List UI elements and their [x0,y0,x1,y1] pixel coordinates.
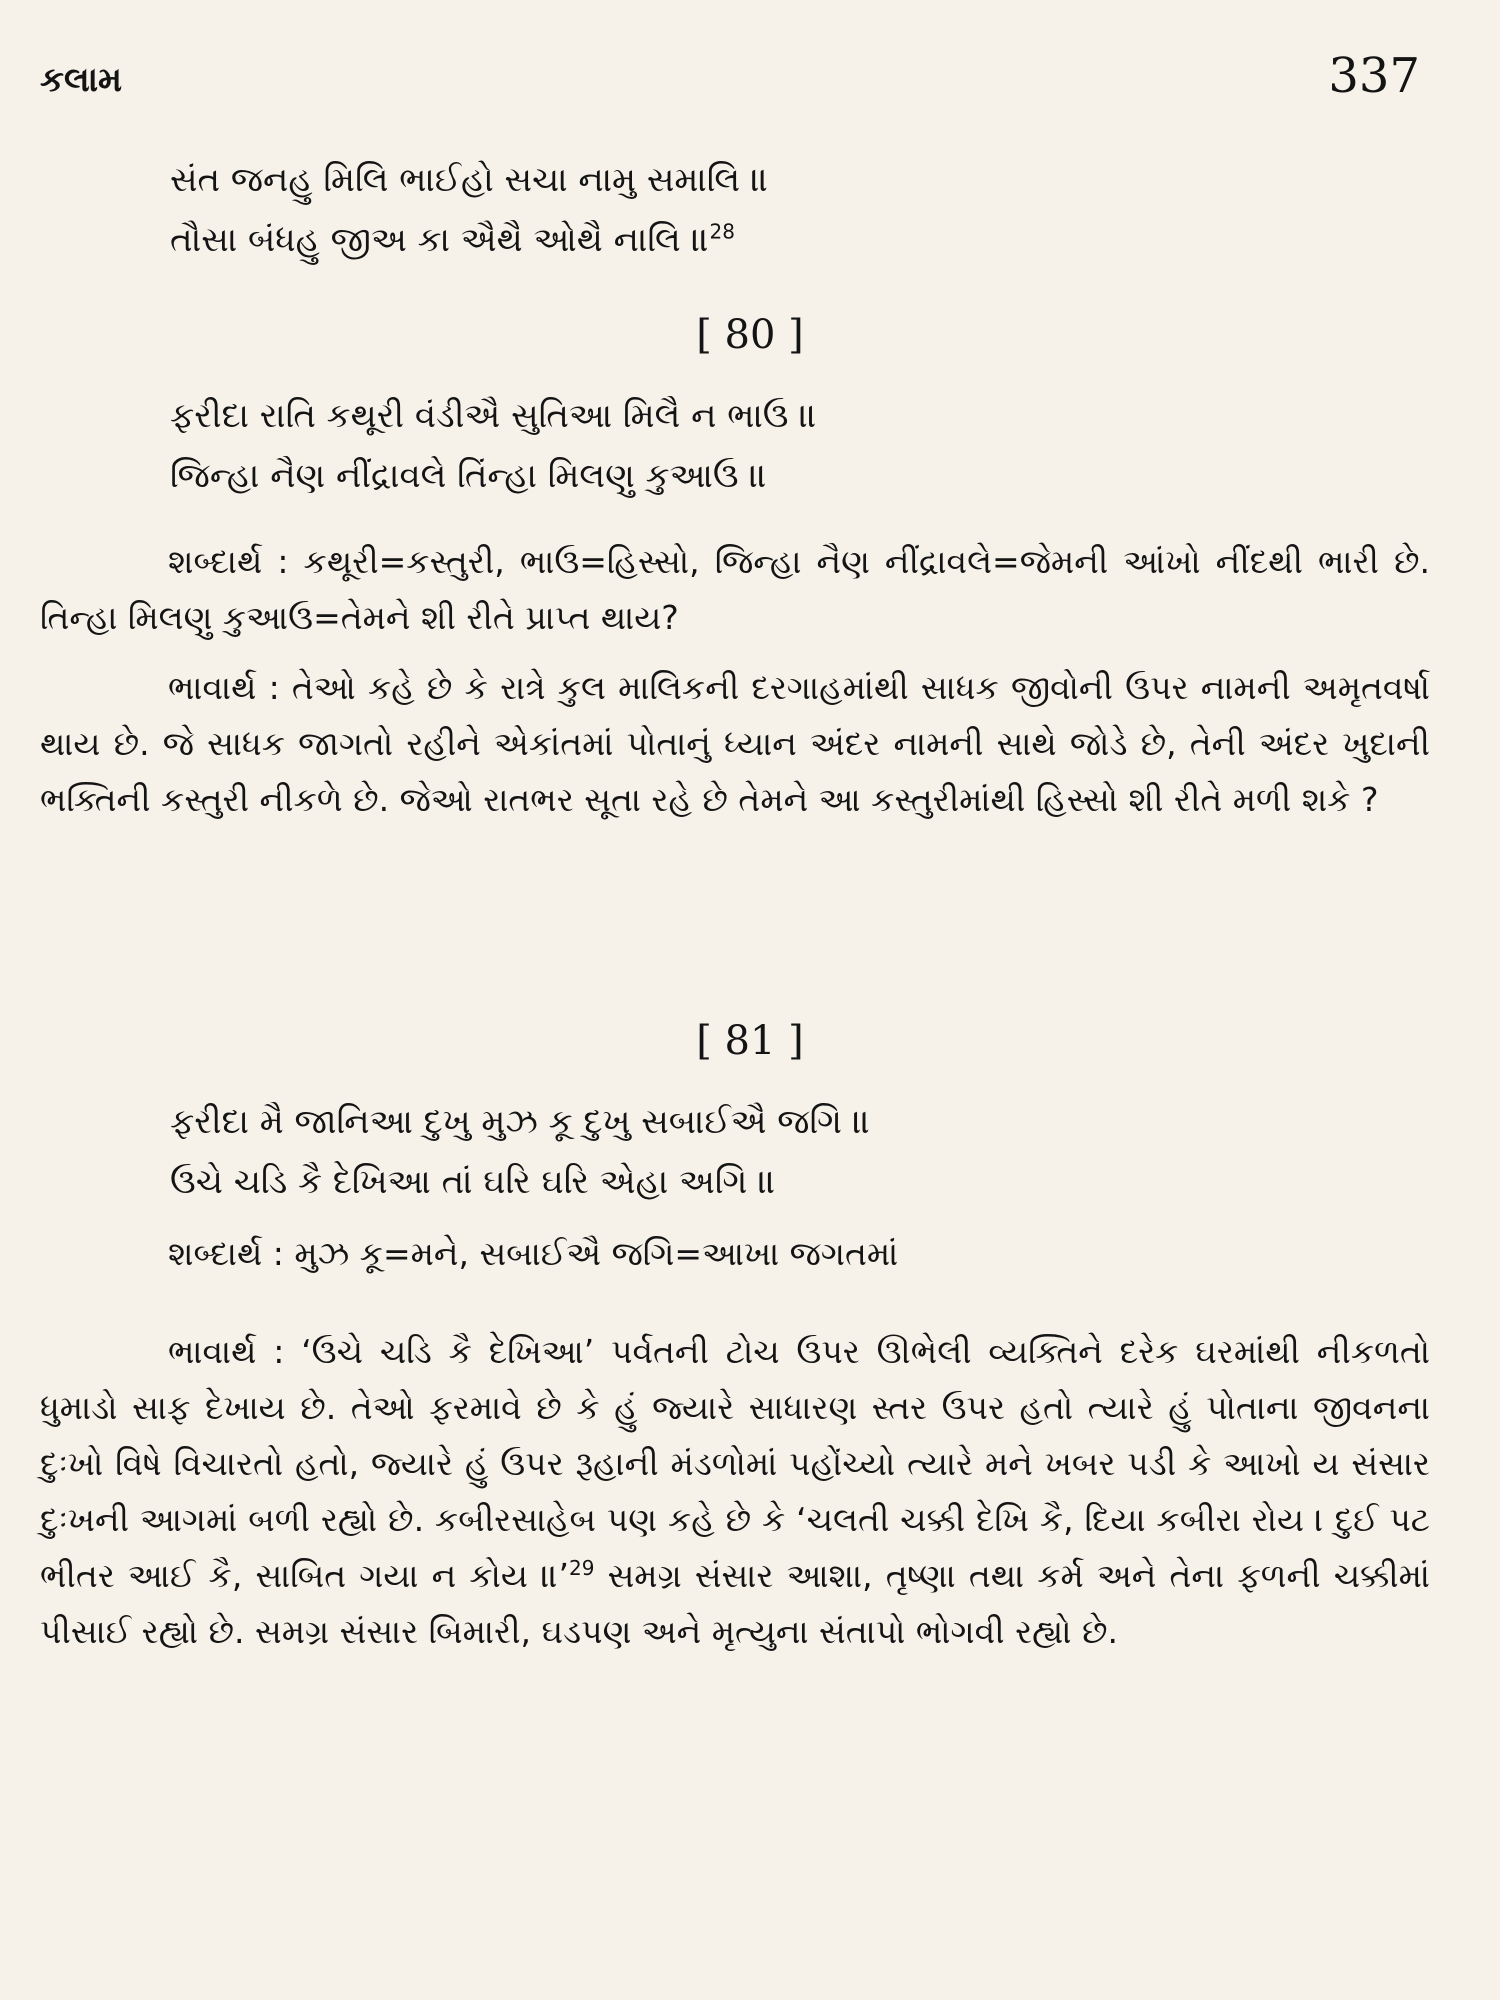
verse-text: તૌસા બંધહુ જીઅ કા ઐથૈ ઓથૈ નાલિ ॥ [170,220,710,260]
shabdarth-text: શબ્દાર્થ : મુઝ કૂ=મને, સબાઈઐ જગિ=આખા જગતમાં [168,1234,899,1273]
verse-80 [170,386,817,506]
shabdarth-81 [40,1226,1430,1282]
footnote-marker: 28 [709,219,735,244]
verse-line-with-footnote [170,210,769,270]
bhavarth-80 [40,660,1430,828]
bhavarth-text: ભાવાર્થ : તેઓ કહે છે કે રાત્રે કુલ માલિકની દરગાહમાંથી સાધક જીવોની ઉપર નામની અમૃતવર્ષા થાય છે. જે સાધક જાગતો રહીને એકાંતમાં પોતાનું ધ્યાન અંદર નામની સાથે જોડે છે, તેની અંદર ખુદાની ભક્તિની કસ્તુરી નીકળે છે. જેઓ રાતભર સૂતા રહે છે તેમને આ કસ્તુરીમાંથી હિસ્સો શી રીતે મળી શકે ? [40,668,1430,819]
running-head-title: કલામ [40,60,123,100]
verse-line: ફરીદા મૈ જાનિઆ દુખુ મુઝ કૂ દુખુ સબાઈઐ જગિ ॥ [170,1102,871,1142]
bhavarth-text-continued: સમગ્ર સંસાર આશા, તૃષ્ણા તથા કર્મ અને તેના ફળની ચક્કીમાં પીસાઈ રહ્યો છે. સમગ્ર સંસાર બિમારી, ઘડપણ અને મૃત્યુના સંતાપો ભોગવી રહ્યો છે. [40,1556,1430,1651]
verse-number-81: [ 81 ] [696,1018,804,1064]
shabdarth-80 [40,534,1430,646]
bhavarth-81 [40,1324,1430,1660]
verse-81 [170,1092,871,1212]
verse-number-80: [ 80 ] [696,312,804,358]
footnote-marker: 29 [568,1556,595,1580]
top-verse [170,150,769,270]
verse-line: જિન્હા નૈણ નીંદ્રાવલે તિંન્હા મિલણુ કુઆઉ ॥ [170,456,768,496]
verse-line: સંત જનહુ મિલિ ભાઈહો સચા નામુ સમાલિ ॥ [170,160,769,200]
bhavarth-text: ભાવાર્થ : ‘ઉચે ચડિ કૈ દેખિઆ’ પર્વતની ટોચ ઉપર ઊભેલી વ્યક્તિને દરેક ઘરમાંથી નીકળતો ધુમાડો સાફ દેખાય છે. તેઓ ફરમાવે છે કે હું જ્યારે સાધારણ સ્તર ઉપર હતો ત્યારે હું પોતાના જીવનના દુઃખો વિષે વિચારતો હતો, જ્યારે હું ઉપર રૂહાની મંડળોમાં પહોંચ્યો ત્યારે મને ખબર પડી કે આખો ય સંસાર દુઃખની આગમાં બળી રહ્યો છે. કબીરસાહેબ પણ કહે છે કે ‘ચલતી ચક્કી દેખિ કૈ, દિયા કબીરા રોય । દુઈ પટ ભીતર આઈ કૈ, સાબિત ગયા ન કોય ॥’ [40,1332,1430,1595]
verse-line: ફરીદા રાતિ કથૂરી વંડીઐ સુતિઆ મિલૈ ન ભાઉ ॥ [170,396,818,436]
page-number: 337 [1328,48,1420,104]
shabdarth-text: શબ્દાર્થ : કથૂરી=કસ્તુરી, ભાઉ=હિસ્સો, જિન્હા નૈણ નીંદ્રાવલે=જેમની આંખો નીંદથી ભારી છે. તિન્હા મિલણુ કુઆઉ=તેમને શી રીતે પ્રાપ્ત થાય? [40,542,1430,637]
verse-line: ઉચે ચડિ કૈ દેખિઆ તાં ઘરિ ઘરિ એહા અગિ ॥ [170,1162,777,1202]
